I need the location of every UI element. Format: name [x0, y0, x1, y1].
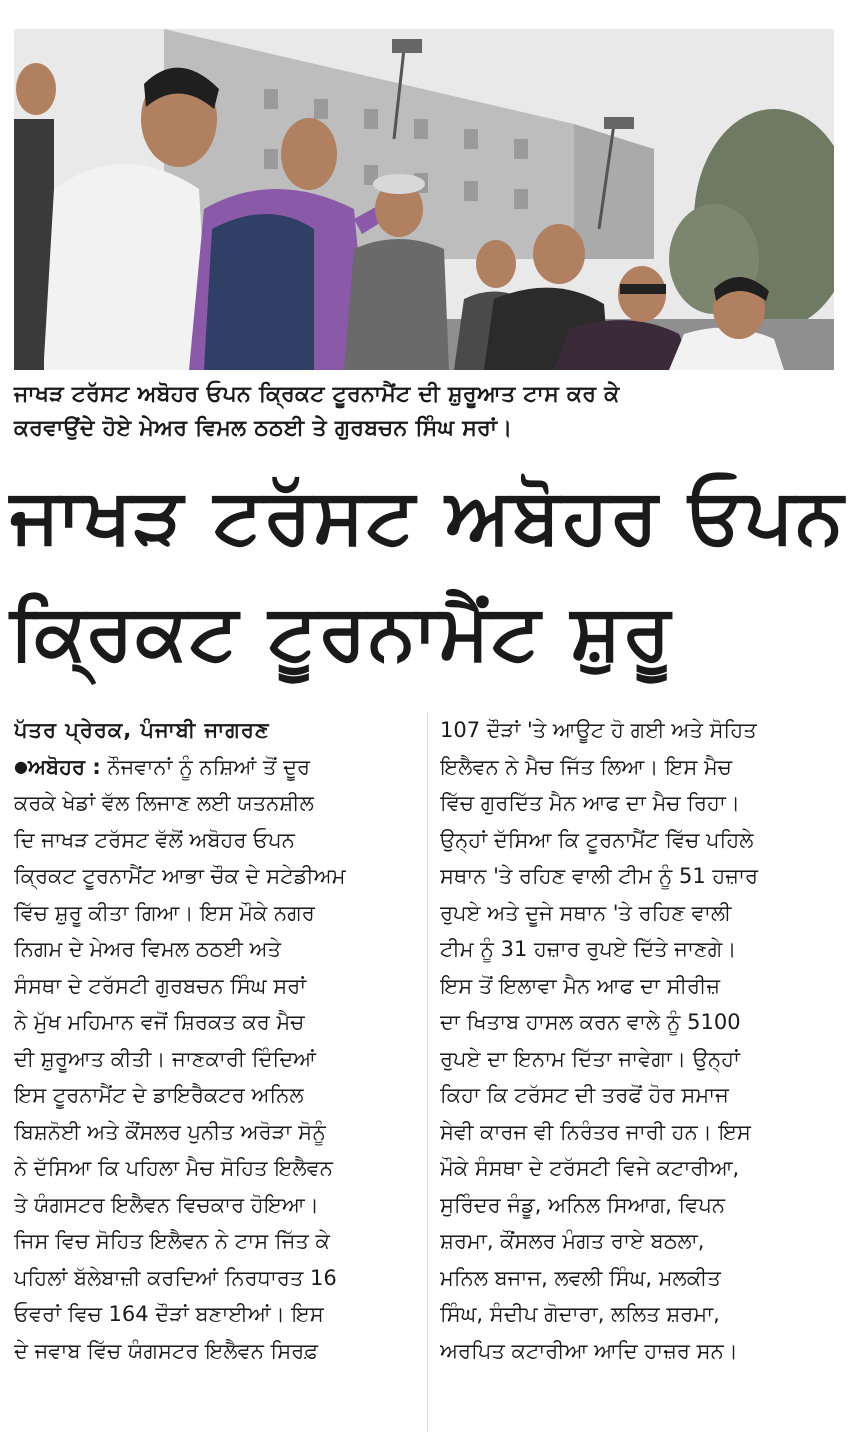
- article-text: ਨੌਜਵਾਨਾਂ ਨੂੰ ਨਸ਼ਿਆਂ ਤੋਂ ਦੂਰ: [100, 754, 310, 779]
- article-line: ਜਿਸ ਵਿਚ ਸੋਹਿਤ ਇਲੈਵਨ ਨੇ ਟਾਸ ਜਿੱਤ ਕੇ: [14, 1229, 330, 1253]
- article-line: ਓਵਰਾਂ ਵਿਚ 164 ਦੌੜਾਂ ਬਣਾਈਆਂ। ਇਸ: [14, 1302, 324, 1326]
- article-line: ਇਲੈਵਨ ਨੇ ਮੈਚ ਜਿੱਤ ਲਿਆ। ਇਸ ਮੈਚ: [440, 754, 732, 779]
- byline: ਪੱਤਰ ਪ੍ਰੇਰਕ, ਪੰਜਾਬੀ ਜਾਗਰਣ: [14, 718, 270, 742]
- article-line: ਨਿਗਮ ਦੇ ਮੇਅਰ ਵਿਮਲ ਠਠਈ ਅਤੇ: [14, 937, 282, 961]
- article-line: ਬਿਸ਼ਨੋਈ ਅਤੇ ਕੌਂਸਲਰ ਪੁਨੀਤ ਅਰੋੜਾ ਸੋਨੂੰ: [14, 1119, 326, 1144]
- article-column-right: [440, 712, 840, 1369]
- article-line: ਨੇ ਦੱਸਿਆ ਕਿ ਪਹਿਲਾ ਮੈਚ ਸੋਹਿਤ ਇਲੈਵਨ: [14, 1156, 333, 1180]
- article-column-left: [14, 712, 414, 1369]
- dateline: ਅਬੋਹਰ :: [27, 754, 101, 779]
- news-photo-illustration: [14, 29, 834, 370]
- article-line: ਕ੍ਰਿਕਟ ਟੂਰਨਾਮੈਂਟ ਆਭਾ ਚੌਕ ਦੇ ਸਟੇਡੀਅਮ: [14, 864, 346, 888]
- article-line: ਸੇਵੀ ਕਾਰਜ ਵੀ ਨਿਰੰਤਰ ਜਾਰੀ ਹਨ। ਇਸ: [440, 1119, 751, 1144]
- column-divider: [427, 712, 428, 1432]
- photo-light-head-2: [604, 117, 634, 129]
- caption-line: ਕਰਵਾਉਂਦੇ ਹੋਏ ਮੇਅਰ ਵਿਮਲ ਠਠਈ ਤੇ ਗੁਰਬਚਨ ਸਿੰਘ ਸਰਾਂ।: [14, 416, 513, 441]
- article-line: ਰੁਪਏ ਦਾ ਇਨਾਮ ਦਿੱਤਾ ਜਾਵੇਗਾ। ਉਨ੍ਹਾਂ: [440, 1046, 740, 1071]
- article-line: ਇਸ ਤੋਂ ਇਲਾਵਾ ਮੈਨ ਆਫ ਦਾ ਸੀਰੀਜ਼: [440, 973, 721, 998]
- article-line: ਦਾ ਖਿਤਾਬ ਹਾਸਲ ਕਰਨ ਵਾਲੇ ਨੂੰ 5100: [440, 1010, 741, 1034]
- headline-line: ਕ੍ਰਿਕਟ ਟੂਰਨਾਮੈਂਟ ਸ਼ੁਰੂ: [10, 587, 673, 676]
- article-line: ਕਰਕੇ ਖੇਡਾਂ ਵੱਲ ਲਿਜਾਣ ਲਈ ਯਤਨਸ਼ੀਲ: [14, 791, 314, 815]
- article-line: ਅਰਪਿਤ ਕਟਾਰੀਆ ਆਦਿ ਹਾਜ਼ਰ ਸਨ।: [440, 1338, 738, 1363]
- article-line: ਕਿਹਾ ਕਿ ਟਰੱਸਟ ਦੀ ਤਰਫੋਂ ਹੋਰ ਸਮਾਜ: [440, 1083, 729, 1107]
- article-line: ਟੀਮ ਨੂੰ 31 ਹਜ਼ਾਰ ਰੁਪਏ ਦਿੱਤੇ ਜਾਣਗੇ।: [440, 937, 737, 961]
- article-line: ਸਿੰਘ, ਸੰਦੀਪ ਗੋਦਾਰਾ, ਲਲਿਤ ਸ਼ਰਮਾ,: [440, 1302, 720, 1326]
- article-line: ਰੁਪਏ ਅਤੇ ਦੂਜੇ ਸਥਾਨ 'ਤੇ ਰਹਿਣ ਵਾਲੀ: [440, 900, 732, 925]
- news-photo: [14, 29, 834, 370]
- article-line: ਸਥਾਨ 'ਤੇ ਰਹਿਣ ਵਾਲੀ ਟੀਮ ਨੂੰ 51 ਹਜ਼ਾਰ: [440, 864, 758, 888]
- photo-light-head: [392, 39, 422, 53]
- photo-caption: [14, 378, 834, 446]
- article-line: ਤੇ ਯੰਗਸਟਰ ਇਲੈਵਨ ਵਿਚਕਾਰ ਹੋਇਆ।: [14, 1192, 319, 1217]
- article-line: ਮੌਕੇ ਸੰਸਥਾ ਦੇ ਟਰੱਸਟੀ ਵਿਜੇ ਕਟਾਰੀਆ,: [440, 1156, 740, 1180]
- article-line: ਦਿ ਜਾਖੜ ਟਰੱਸਟ ਵੱਲੋਂ ਅਬੋਹਰ ਓਪਨ: [14, 827, 295, 852]
- article-line: ਨੇ ਮੁੱਖ ਮਹਿਮਾਨ ਵਜੋਂ ਸ਼ਿਰਕਤ ਕਰ ਮੈਚ: [14, 1010, 305, 1034]
- article-line: ਸੰਸਥਾ ਦੇ ਟਰੱਸਟੀ ਗੁਰਬਚਨ ਸਿੰਘ ਸਰਾਂ: [14, 973, 307, 998]
- caption-line: ਜਾਖੜ ਟਰੱਸਟ ਅਬੋਹਰ ਓਪਨ ਕ੍ਰਿਕਟ ਟੂਰਨਾਮੈਂਟ ਦੀ ਸ਼ੁਰੂਆਤ ਟਾਸ ਕਰ ਕੇ: [14, 382, 620, 407]
- article-line: ਦੇ ਜਵਾਬ ਵਿੱਚ ਯੰਗਸਟਰ ਇਲੈਵਨ ਸਿਰਫ਼: [14, 1338, 319, 1363]
- article-line: ਸੁਰਿੰਦਰ ਜੰਡੂ, ਅਨਿਲ ਸਿਆਗ, ਵਿਪਨ: [440, 1192, 726, 1217]
- article-line: ਵਿੱਚ ਗੁਰਦਿੱਤ ਮੈਨ ਆਫ ਦਾ ਮੈਚ ਰਿਹਾ।: [440, 791, 741, 815]
- article-headline: [10, 458, 846, 690]
- article-line: ਮਨਿਲ ਬਜਾਜ, ਲਵਲੀ ਸਿੰਘ, ਮਲਕੀਤ: [440, 1265, 721, 1290]
- headline-line: ਜਾਖੜ ਟਰੱਸਟ ਅਬੋਹਰ ਓਪਨ: [10, 471, 846, 560]
- article-line: 107 ਦੌੜਾਂ 'ਤੇ ਆਊਟ ਹੋ ਗਈ ਅਤੇ ਸੋਹਿਤ: [440, 718, 757, 742]
- article-line: ਉਨ੍ਹਾਂ ਦੱਸਿਆ ਕਿ ਟੂਰਨਾਮੈਂਟ ਵਿੱਚ ਪਹਿਲੇ: [440, 827, 754, 852]
- article-line: ਪਹਿਲਾਂ ਬੱਲੇਬਾਜ਼ੀ ਕਰਦਿਆਂ ਨਿਰਧਾਰਤ 16: [14, 1265, 337, 1290]
- article-line: ਸ਼ਰਮਾ, ਕੌਂਸਲਰ ਮੰਗਤ ਰਾਏ ਬਠਲਾ,: [440, 1229, 705, 1253]
- bullet-icon: ●: [14, 756, 28, 776]
- article-first-line: [14, 749, 414, 786]
- article-line: ਇਸ ਟੂਰਨਾਮੈਂਟ ਦੇ ਡਾਇਰੈਕਟਰ ਅਨਿਲ: [14, 1083, 304, 1107]
- article-line: ਵਿੱਚ ਸ਼ੁਰੂ ਕੀਤਾ ਗਿਆ। ਇਸ ਮੌਕੇ ਨਗਰ: [14, 900, 315, 925]
- article-line: ਦੀ ਸ਼ੁਰੂਆਤ ਕੀਤੀ। ਜਾਣਕਾਰੀ ਦਿੰਦਿਆਂ: [14, 1046, 317, 1071]
